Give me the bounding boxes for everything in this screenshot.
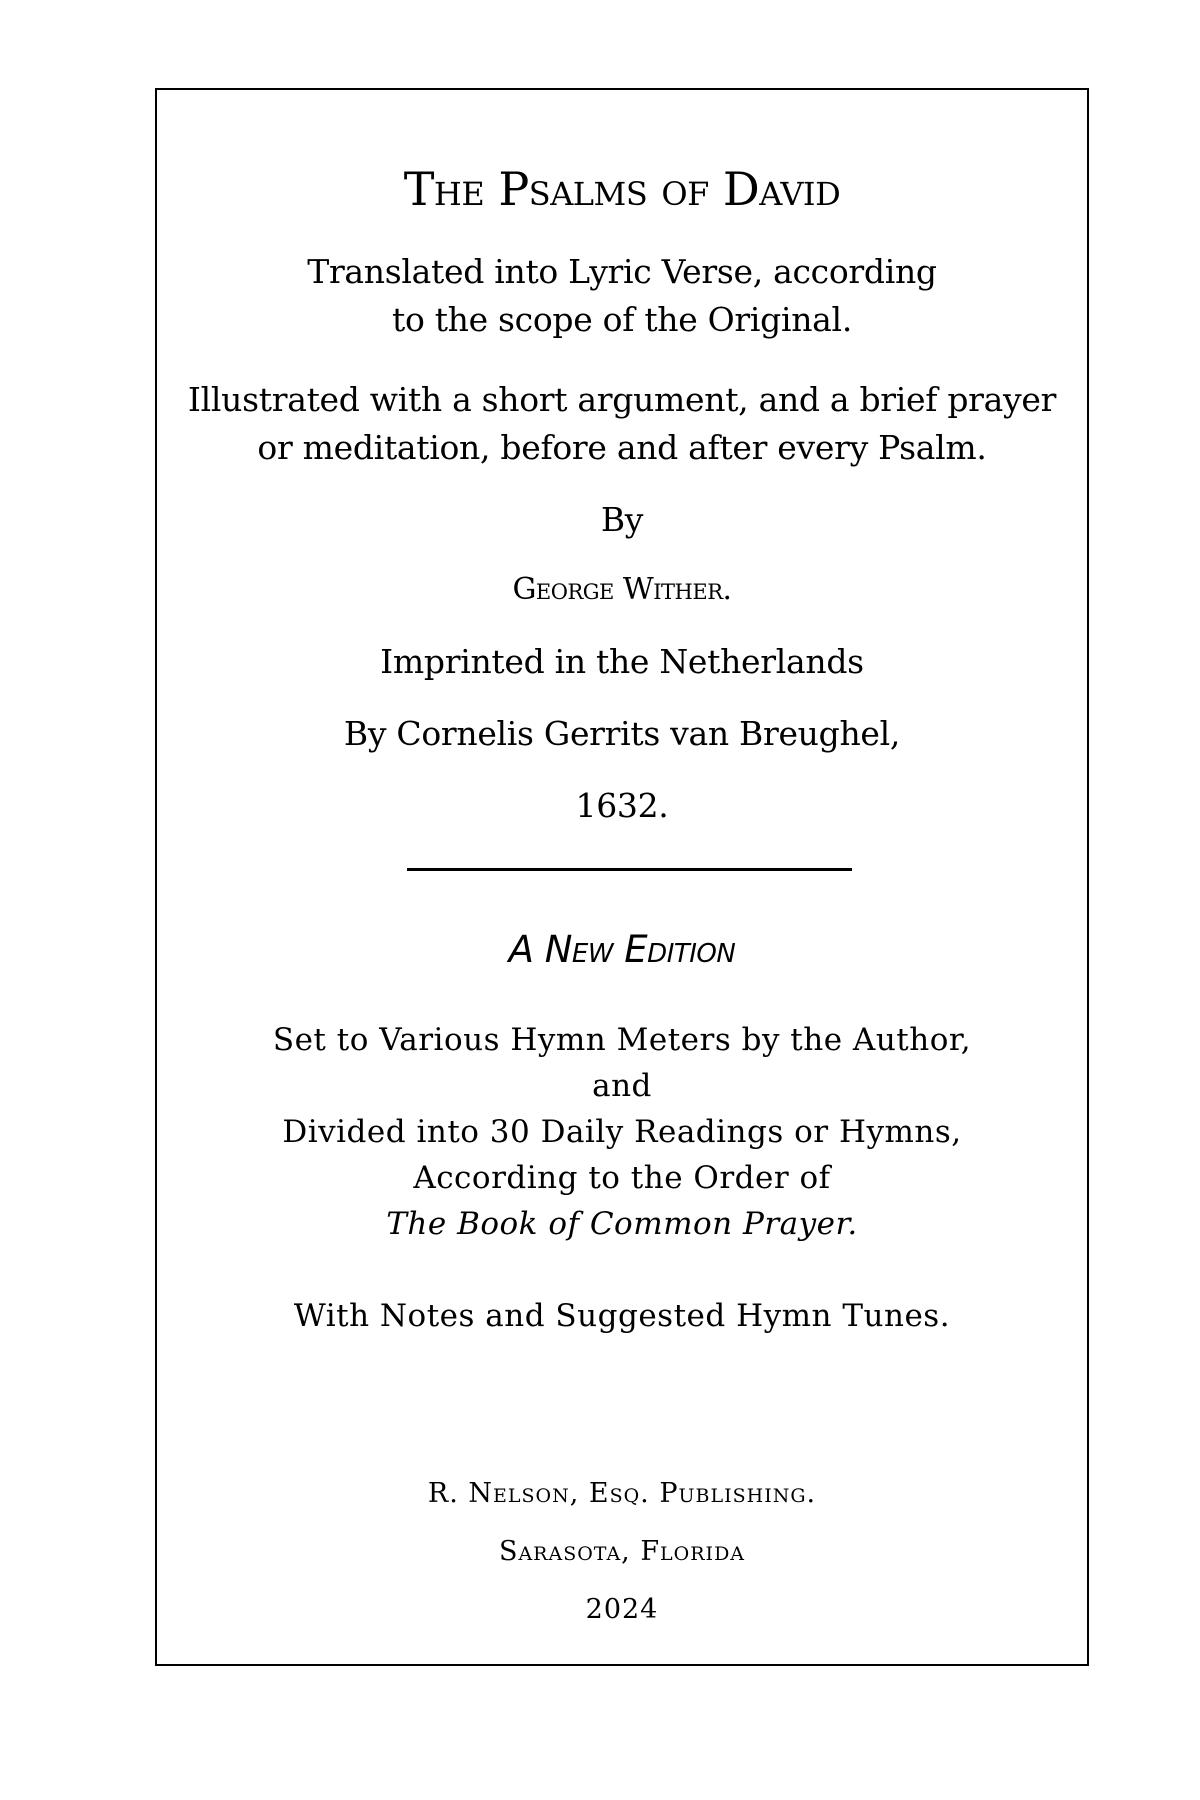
book-title: The Psalms of David (403, 162, 841, 216)
new-edition-heading: A New Edition (508, 928, 736, 971)
notes-line: With Notes and Suggested Hymn Tunes. (293, 1298, 951, 1334)
section-divider (407, 868, 852, 871)
subtitle-line-1: Translated into Lyric Verse, according (307, 252, 937, 291)
imprint-line-2: By Cornelis Gerrits van Breughel, (343, 714, 901, 753)
title-page-frame (155, 88, 1089, 1666)
illustrated-line-2: or meditation, before and after every Psalm. (257, 428, 987, 467)
edition-line-3: Divided into 30 Daily Readings or Hymns, (282, 1114, 962, 1150)
subtitle-line-2: to the scope of the Original. (391, 300, 853, 339)
publication-year: 2024 (585, 1594, 659, 1625)
book-of-common-prayer: The Book of Common Prayer. (386, 1206, 858, 1242)
original-year: 1632. (575, 786, 669, 825)
by-label: By (600, 500, 644, 539)
edition-line-1: Set to Various Hymn Meters by the Author, (272, 1022, 972, 1058)
publisher-name: R. Nelson, Esq. Publishing. (427, 1478, 817, 1509)
author-name: George Wither. (512, 572, 732, 607)
illustrated-line-1: Illustrated with a short argument, and a brief prayer (187, 380, 1057, 419)
edition-line-2: and (592, 1068, 652, 1104)
imprint-line-1: Imprinted in the Netherlands (380, 642, 864, 681)
edition-line-4: According to the Order of (413, 1160, 831, 1196)
publisher-location: Sarasota, Florida (498, 1536, 746, 1567)
